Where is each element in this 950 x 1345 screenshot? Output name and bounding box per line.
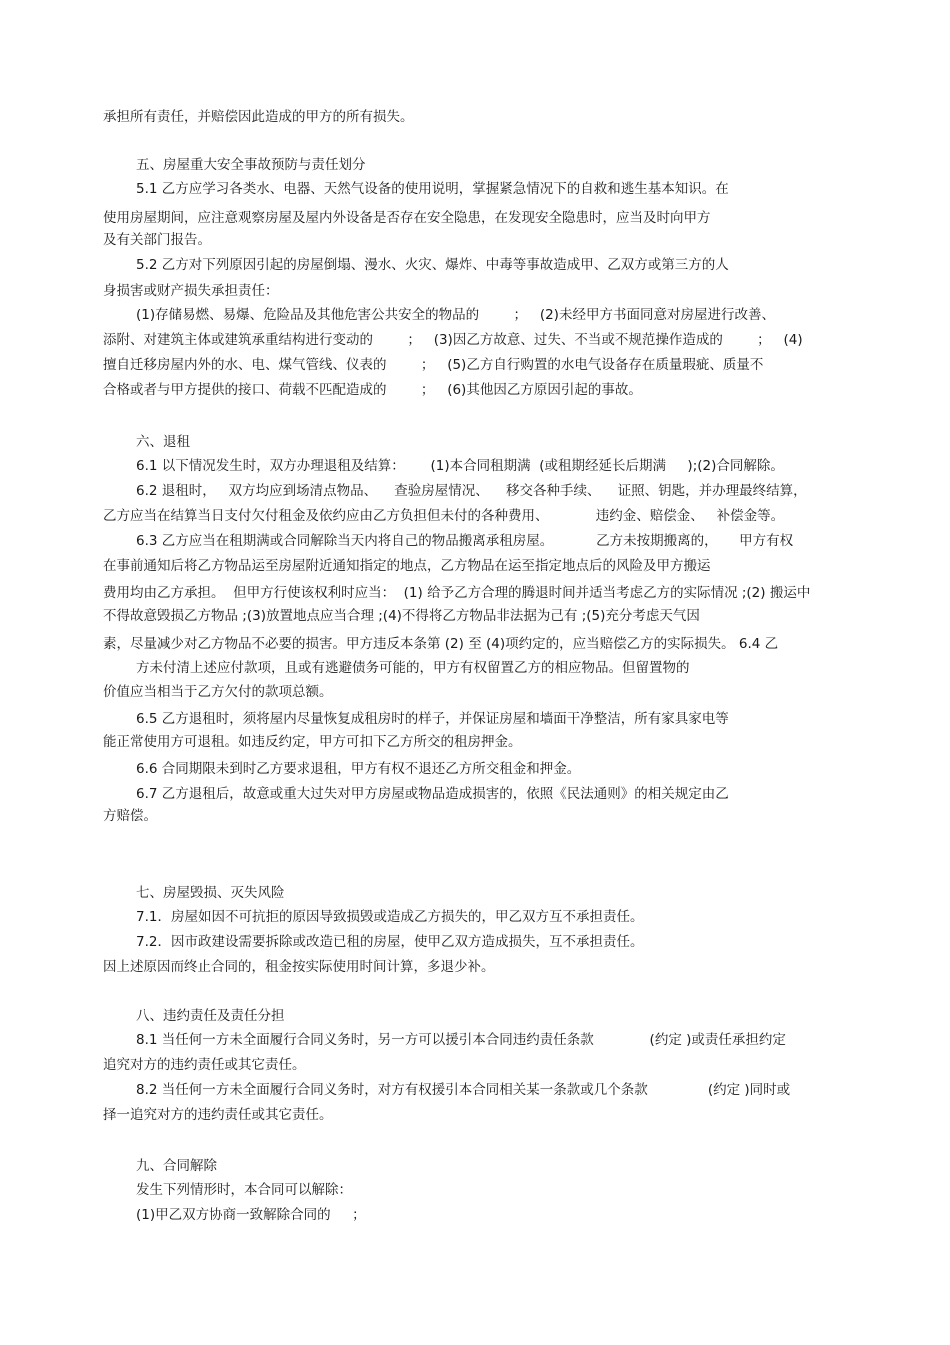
- text-line: 6.3 乙方应当在租期满或合同解除当天内将自己的物品搬离承租房屋。 乙方未按期搬离的， 甲方有权: [136, 533, 794, 549]
- text-line: 添附、对建筑主体或建筑承重结构进行变动的 ； (3)因乙方故意、过失、不当或不规范操作造成的 ； (4): [103, 332, 803, 348]
- section-heading: 七、房屋毁损、灭失风险: [136, 885, 285, 901]
- text-line: 身损害或财产损失承担责任：: [103, 283, 279, 299]
- text-line: 能正常使用方可退租。如违反约定，甲方可扣下乙方所交的租房押金。: [103, 734, 522, 750]
- text-line: 6.6 合同期限未到时乙方要求退租，甲方有权不退还乙方所交租金和押金。: [136, 761, 581, 777]
- text-line: 及有关部门报告。: [103, 232, 211, 248]
- text-line: 使用房屋期间，应注意观察房屋及屋内外设备是否存在安全隐患，在发现安全隐患时，应当及时向甲方: [103, 210, 711, 226]
- text-line: 5.1 乙方应学习各类水、电器、天然气设备的使用说明，掌握紧急情况下的自救和逃生基本知识。在: [136, 181, 729, 197]
- text-line: 方未付清上述应付款项，且或有逃避债务可能的，甲方有权留置乙方的相应物品。但留置物的: [136, 660, 690, 676]
- section-heading: 八、违约责任及责任分担: [136, 1008, 285, 1024]
- text-line: 6.1 以下情况发生时，双方办理退租及结算： (1)本合同租期满 (或租期经延长后期满 );(2)合同解除。: [136, 458, 784, 474]
- text-line: 追究对方的违约责任或其它责任。: [103, 1057, 306, 1073]
- text-line: 承担所有责任，并赔偿因此造成的甲方的所有损失。: [103, 109, 414, 125]
- section-heading: 六、退租: [136, 434, 190, 450]
- text-line: 8.2 当任何一方未全面履行合同义务时，对方有权援引本合同相关某一条款或几个条款 (约定 )同时或: [136, 1082, 791, 1098]
- text-line: 7.1．房屋如因不可抗拒的原因导致损毁或造成乙方损失的，甲乙双方互不承担责任。: [136, 909, 644, 925]
- text-line: 费用均由乙方承担。 但甲方行使该权利时应当： (1) 给予乙方合理的腾退时间并适当考虑乙方的实际情况 ;(2) 搬运中: [103, 585, 811, 601]
- text-line: 合格或者与甲方提供的接口、荷载不匹配造成的 ； (6)其他因乙方原因引起的事故。: [103, 382, 642, 398]
- text-line: 6.5 乙方退租时，须将屋内尽量恢复成租房时的样子，并保证房屋和墙面干净整洁，所有家具家电等: [136, 711, 729, 727]
- text-line: 在事前通知后将乙方物品运至房屋附近通知指定的地点，乙方物品在运至指定地点后的风险及甲方搬运: [103, 558, 711, 574]
- section-heading: 九、合同解除: [136, 1158, 217, 1174]
- text-line: 6.2 退租时， 双方均应到场清点物品、 查验房屋情况、 移交各种手续、 证照、钥匙，并办理最终结算，: [136, 483, 807, 499]
- text-line: 因上述原因而终止合同的，租金按实际使用时间计算，多退少补。: [103, 959, 495, 975]
- text-line: (1)甲乙双方协商一致解除合同的 ；: [136, 1207, 366, 1223]
- section-heading: 五、房屋重大安全事故预防与责任划分: [136, 157, 366, 173]
- text-line: 素，尽量减少对乙方物品不必要的损害。甲方违反本条第 (2) 至 (4)项约定的，应当赔偿乙方的实际损失。 6.4 乙: [103, 636, 779, 652]
- text-line: 乙方应当在结算当日支付欠付租金及依约应由乙方负担但未付的各种费用、 违约金、赔偿金、 补偿金等。: [103, 508, 785, 524]
- text-line: 8.1 当任何一方未全面履行合同义务时，另一方可以援引本合同违约责任条款 (约定 )或责任承担约定: [136, 1032, 786, 1048]
- text-line: 不得故意毁损乙方物品 ;(3)放置地点应当合理 ;(4)不得将乙方物品非法据为己有 ;(5)充分考虑天气因: [103, 608, 700, 624]
- text-line: 发生下列情形时，本合同可以解除：: [136, 1182, 352, 1198]
- text-line: 擅自迁移房屋内外的水、电、煤气管线、仪表的 ； (5)乙方自行购置的水电气设备存在质量瑕疵、质量不: [103, 357, 764, 373]
- text-line: 择一追究对方的违约责任或其它责任。: [103, 1107, 333, 1123]
- text-line: 方赔偿。: [103, 808, 157, 824]
- text-line: 6.7 乙方退租后，故意或重大过失对甲方房屋或物品造成损害的，依照《民法通则》的相关规定由乙: [136, 786, 729, 802]
- text-line: (1)存储易燃、易爆、危险品及其他危害公共安全的物品的 ； (2)未经甲方书面同意对房屋进行改善、: [136, 307, 775, 323]
- text-line: 5.2 乙方对下列原因引起的房屋倒塌、漫水、火灾、爆炸、中毒等事故造成甲、乙双方或第三方的人: [136, 257, 729, 273]
- text-line: 7.2．因市政建设需要拆除或改造已租的房屋，使甲乙双方造成损失，互不承担责任。: [136, 934, 644, 950]
- text-line: 价值应当相当于乙方欠付的款项总额。: [103, 684, 333, 700]
